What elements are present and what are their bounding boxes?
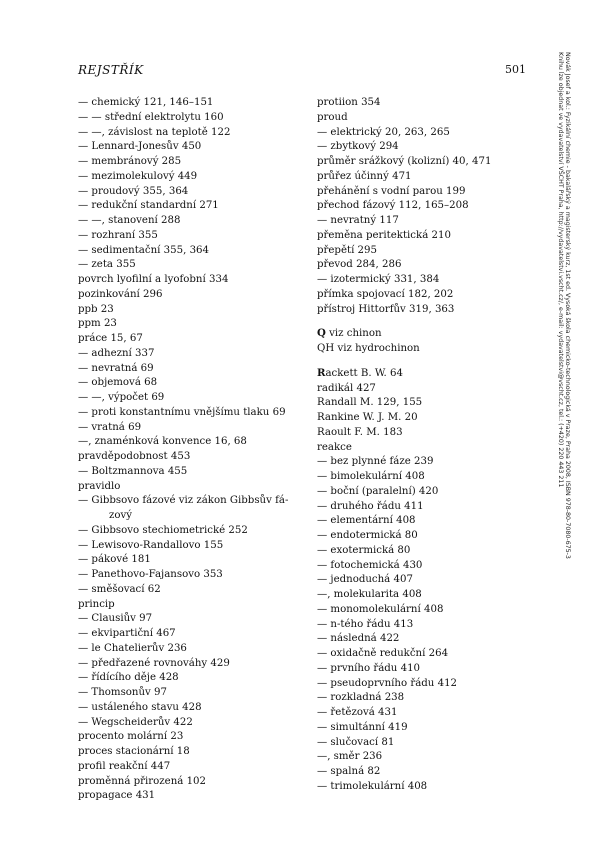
index-entry: — trimolekulární 408 [317,780,428,792]
index-entry: — elementární 408 [317,515,416,527]
index-entry: — —, závislost na teplotě 122 [78,126,231,138]
index-entry: — redukční standardní 271 [78,200,219,212]
index-column-left [78,96,303,804]
side-copyright-note [558,52,602,582]
index-entry: — adhezní 337 [78,347,155,359]
index-entry: — pákové 181 [78,554,151,566]
index-entry: — Boltzmannova 455 [78,465,188,477]
index-entry: Rankine W. J. M. 20 [317,412,418,423]
index-entry: — boční (paralelní) 420 [317,485,439,497]
index-entry: — objemová 68 [78,377,158,389]
index-entry: přímka spojovací 182, 202 [317,288,454,300]
index-entry: — Gibbsovo stechiometrické 252 [78,524,248,536]
index-entry: profil reakční 447 [78,760,171,772]
index-entry: — předřazené rovnováhy 429 [78,657,230,669]
index-entry: pozinkování 296 [78,288,163,300]
index-initial-letter: Q [317,327,326,340]
index-entry: ppb 23 [78,303,114,315]
index-entry: reakce [317,441,352,453]
index-entry: — membránový 285 [78,156,182,167]
index-entry: — jednoduchá 407 [317,574,413,586]
index-entry: radikál 427 [317,382,376,394]
index-entry: — rozhraní 355 [78,229,158,241]
index-entry: —, znaménková konvence 16, 68 [78,436,247,448]
index-entry: — Wegscheiderův 422 [78,716,193,728]
index-entry: — elektrický 20, 263, 265 [317,126,450,138]
index-entry: — —, stanovení 288 [78,215,181,226]
side-note-line-2: Knihu lze objednat ve vydavatelství VŠCHT Praha, http://vydavatelstvi.vscht.cz/, e-mail: vydavatelstvi@vscht.cz, tel.: (+420) 220 443 211 [557,52,564,488]
index-entry: pravděpodobnost 453 [78,451,191,462]
index-entry: — druhého řádu 411 [317,500,424,512]
index-entry: — Gibbsovo fázové viz zákon Gibbsův fá- [78,495,289,507]
page-number: 501 [505,63,526,76]
index-entry: ppm 23 [78,318,117,330]
index-entry: — Lewisovo-Randallovo 155 [78,539,224,551]
index-entry: přechod fázový 112, 165–208 [317,200,469,212]
index-entry: —, směr 236 [317,751,383,763]
index-entry: — následná 422 [317,633,400,645]
index-entry: — proti konstantnímu vnějšímu tlaku 69 [78,406,286,418]
index-entry: průřez účinný 471 [317,170,412,182]
index-entry: princip [78,598,115,610]
index-entry: — zeta 355 [78,259,136,271]
index-entry: — monomolekulární 408 [317,603,444,615]
index-entry: — fotochemická 430 [317,559,423,571]
index-entry: přehánění s vodní parou 199 [317,185,466,197]
index-entry: — simultánní 419 [317,721,408,733]
index-initial-letter: R [317,366,326,379]
index-entry: — Clausiův 97 [78,613,153,625]
index-entry: — Lennard-Jonesův 450 [78,141,202,153]
index-entry: — bimolekulární 408 [317,471,425,482]
index-entry: přístroj Hittorfův 319, 363 [317,303,455,315]
index-entry: — nevratný 117 [317,215,399,226]
index-entry: — prvního řádu 410 [317,662,421,674]
index-entry: proud [317,111,348,123]
index-entry: Q viz chinon [317,327,382,340]
index-entry: — ekvipartiční 467 [78,628,176,639]
index-entry: — vratná 69 [78,421,142,433]
index-entry: — bez plynné fáze 239 [317,456,434,468]
index-entry: — rozkladná 238 [317,692,405,704]
index-entry: proměnná přirozená 102 [78,775,207,787]
index-entry: — řídícího děje 428 [78,672,179,684]
index-entry: — slučovací 81 [317,736,395,748]
index-entry: — mezimolekulový 449 [78,170,198,182]
index-entry: — le Chatelierův 236 [78,642,187,654]
index-entry: — Thomsonův 97 [78,687,168,698]
index-entry: — endotermická 80 [317,530,418,541]
index-column-right [317,96,542,795]
index-entry: procento molární 23 [78,731,184,743]
index-entry: přeměna peritektická 210 [317,229,451,241]
index-entry: — směšovací 62 [78,583,161,595]
index-entry: — — střední elektrolytu 160 [78,111,224,123]
index-entry: propagace 431 [78,790,156,802]
index-entry: — oxidačně redukční 264 [317,648,449,659]
index-entry: průměr srážkový (kolizní) 40, 471 [317,156,492,167]
index-entry: QH viz hydrochinon [317,343,420,354]
index-entry: — ustáleného stavu 428 [78,701,202,713]
index-entry: převod 284, 286 [317,259,402,271]
page-title: REJSTŘÍK [78,63,144,77]
index-entry: — pseudoprvního řádu 412 [317,677,458,689]
index-entry: práce 15, 67 [78,333,143,344]
index-entry: Rackett B. W. 64 [317,366,403,379]
index-entry: — exotermická 80 [317,544,411,556]
side-note-line-1: Novák Josef a kol.: Fyzikální chemie - bakalářský a magisterský kurz, 1st ed. Vysoká škola chemicko-technologická v Praze, Praha 2008, ISBN 978-80-7080-675-3 [564,52,571,559]
index-entry: přepětí 295 [317,244,378,256]
index-entry: pravidlo [78,480,121,492]
index-entry: — spalná 82 [317,766,381,777]
index-entry: zový [109,510,133,521]
index-entry: — nevratná 69 [78,362,154,374]
index-entry: protiion 354 [317,97,381,108]
index-entry: Raoult F. M. 183 [317,426,403,438]
index-entry: — proudový 355, 364 [78,185,189,197]
index-entry: —, molekularita 408 [317,589,422,600]
index-entry: — n-tého řádu 413 [317,618,414,630]
index-entry: — —, výpočet 69 [78,392,165,403]
index-entry: proces stacionární 18 [78,746,190,757]
index-entry: — sedimentační 355, 364 [78,244,210,256]
index-entry: — chemický 121, 146–151 [78,97,214,108]
index-entry: Randall M. 129, 155 [317,397,423,409]
index-entry: — zbytkový 294 [317,141,399,153]
index-entry: — izotermický 331, 384 [317,274,440,285]
index-entry: — Panethovo-Fajansovo 353 [78,569,223,580]
index-entry: — řetězová 431 [317,707,398,718]
index-entry: povrch lyofilní a lyofobní 334 [78,274,229,285]
